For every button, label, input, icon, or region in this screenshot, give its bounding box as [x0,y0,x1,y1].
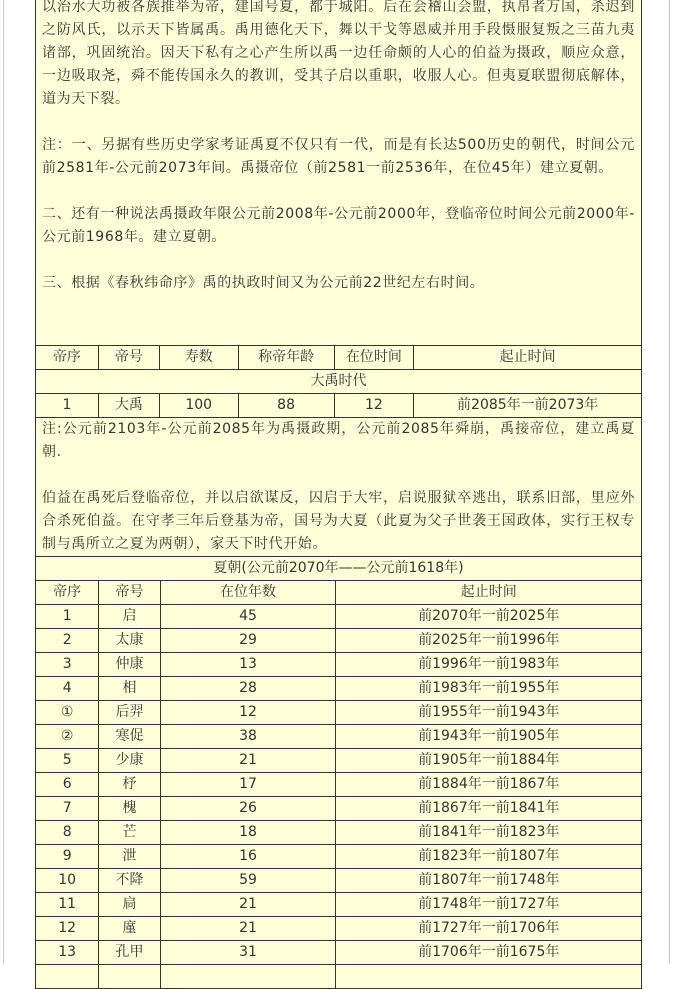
cell-order: 10 [36,869,99,893]
cell-reign-years: 29 [160,629,336,653]
cell-name: 后羿 [99,701,160,725]
cell-name: 廑 [99,917,160,941]
cell-name: 太康 [99,629,160,653]
middle-text-cell [36,418,642,557]
cell-order: 12 [36,917,99,941]
cell-name: 少康 [99,749,160,773]
cell-reign-years: 18 [160,821,336,845]
note-paragraph: 伯益在禹死后登临帝位，并以启欲谋反，囚启于大牢，启说服狱卒逃出，联系旧部，里应外合杀死伯益。在守孝三年后登基为帝，国号为大夏（此夏为父子世袭王国政体，实行王权专制与禹所立之夏为两朝），家天下时代开始。 [42,490,635,552]
dayu-header-row [36,346,642,370]
column-header: 寿数 [159,346,238,370]
note-paragraph: 二、还有一种说法禹摄政年限公元前2008年-公元前2000年，登临帝位时间公元前2000年-公元前1968年。建立夏朝。 [42,206,635,245]
cell-name: 槐 [99,797,160,821]
cell-name: 仲康 [99,653,160,677]
column-header: 帝号 [98,346,159,370]
cell-period [336,965,642,989]
cell-order: 1 [36,394,99,418]
cell-reign-years: 13 [160,653,336,677]
cell-period: 前1727年一前1706年 [336,917,642,941]
cell-reign-years: 38 [160,725,336,749]
xia-dynasty-table [35,557,642,989]
cell-name: 大禹 [98,394,159,418]
cell-period: 前1748年一前1727年 [336,893,642,917]
table-row [36,893,642,917]
cell-reign-years: 31 [160,941,336,965]
cell-name: 启 [99,605,160,629]
table-row [36,773,642,797]
table-row [36,941,642,965]
intro-text-cell [36,0,642,346]
table-row [36,394,642,418]
cell-name: 泄 [99,845,160,869]
page-border-left [3,0,4,964]
column-header: 在位年数 [160,581,336,605]
cell-period: 前2070年一前2025年 [336,605,642,629]
cell-period: 前1706年一前1675年 [336,941,642,965]
table-row [36,725,642,749]
article-content [35,0,642,989]
cell-period: 前2025年一前1996年 [336,629,642,653]
cell-order: 7 [36,797,99,821]
cell-period: 前1983年一前1955年 [336,677,642,701]
table-row [36,869,642,893]
table-row [36,821,642,845]
era-title: 大禹时代 [36,370,642,394]
cell-order: 5 [36,749,99,773]
cell-enthrone-age: 88 [238,394,334,418]
cell-order: 13 [36,941,99,965]
column-header: 起止时间 [414,346,642,370]
cell-period: 前1943年一前1905年 [336,725,642,749]
cell-name [99,965,160,989]
column-header: 在位时间 [334,346,414,370]
column-header: 称帝年龄 [238,346,334,370]
cell-name: 扃 [99,893,160,917]
cell-reign-years: 21 [160,917,336,941]
column-header: 起止时间 [336,581,642,605]
note-paragraph: 注:公元前2103年-公元前2085年为禹摄政期，公元前2085年舜崩，禹接帝位，建立禹夏朝. [42,421,635,460]
table-row [36,917,642,941]
cell-name: 相 [99,677,160,701]
table-row [36,629,642,653]
cell-reign-years [160,965,336,989]
page-border-right [669,0,670,964]
cell-name: 不降 [99,869,160,893]
table-row [36,701,642,725]
cell-reign-years: 16 [160,845,336,869]
cell-lifespan: 100 [159,394,238,418]
cell-name: 孔甲 [99,941,160,965]
cell-order: 4 [36,677,99,701]
note-paragraph: 三、根据《春秋纬命序》禹的执政时间又为公元前22世纪左右时间。 [42,275,485,291]
cell-period: 前1955年一前1943年 [336,701,642,725]
cell-reign-years: 17 [160,773,336,797]
note-paragraph: 注：一、另据有些历史学家考证禹夏不仅只有一代，而是有长达500历史的朝代，时间公元前2581年-公元前2073年间。禹摄帝位（前2581一前2536年，在位45年）建立夏朝。 [42,137,635,176]
table-row [36,845,642,869]
cell-reign-years: 28 [160,677,336,701]
cell-period: 前2085年一前2073年 [414,394,642,418]
table-row [36,749,642,773]
table-row [36,797,642,821]
cell-order: 11 [36,893,99,917]
column-header: 帝序 [36,346,99,370]
cell-reign-years: 45 [160,605,336,629]
cell-period: 前1867年一前1841年 [336,797,642,821]
table-row [36,605,642,629]
xia-header-row [36,581,642,605]
cell-order: 9 [36,845,99,869]
cell-order [36,965,99,989]
table-row [36,653,642,677]
cell-order: 3 [36,653,99,677]
cell-name: 芒 [99,821,160,845]
history-table [35,0,642,557]
cell-period: 前1996年一前1983年 [336,653,642,677]
cell-order: 6 [36,773,99,797]
cell-order: 8 [36,821,99,845]
cell-period: 前1905年一前1884年 [336,749,642,773]
cell-order: ① [36,701,99,725]
cell-reign-years: 26 [160,797,336,821]
cell-period: 前1841年一前1823年 [336,821,642,845]
cell-reign-years: 12 [160,701,336,725]
column-header: 帝序 [36,581,99,605]
cell-reign-years: 21 [160,749,336,773]
table-row [36,965,642,989]
cell-period: 前1823年一前1807年 [336,845,642,869]
cell-order: 2 [36,629,99,653]
column-header: 帝号 [99,581,160,605]
cell-reign-years: 59 [160,869,336,893]
cell-name: 杼 [99,773,160,797]
cell-name: 寒促 [99,725,160,749]
cell-order: 1 [36,605,99,629]
intro-paragraph: 以治水大功被各族推举为帝，建国号夏，都于城阳。后在会稽山会盟，执帛者万国，杀迟到之防风氏，以示天下皆属禹。禹用德化天下，舞以干戈等恩威并用手段慑服复叛之三苗九夷诸部，巩固统治。因天下私有之心产生所以禹一边任命颇的人心的伯益为摄政，顺应众意，一边吸取尧，舜不能传国永久的教训，受其子启以重职，收服人心。但夷夏联盟彻底解体，道为天下裂。 [42,0,635,107]
cell-period: 前1884年一前1867年 [336,773,642,797]
cell-order: ② [36,725,99,749]
xia-table-title: 夏朝(公元前2070年——公元前1618年) [36,557,642,581]
cell-reign-years: 12 [334,394,414,418]
cell-period: 前1807年一前1748年 [336,869,642,893]
cell-reign-years: 21 [160,893,336,917]
table-row [36,677,642,701]
